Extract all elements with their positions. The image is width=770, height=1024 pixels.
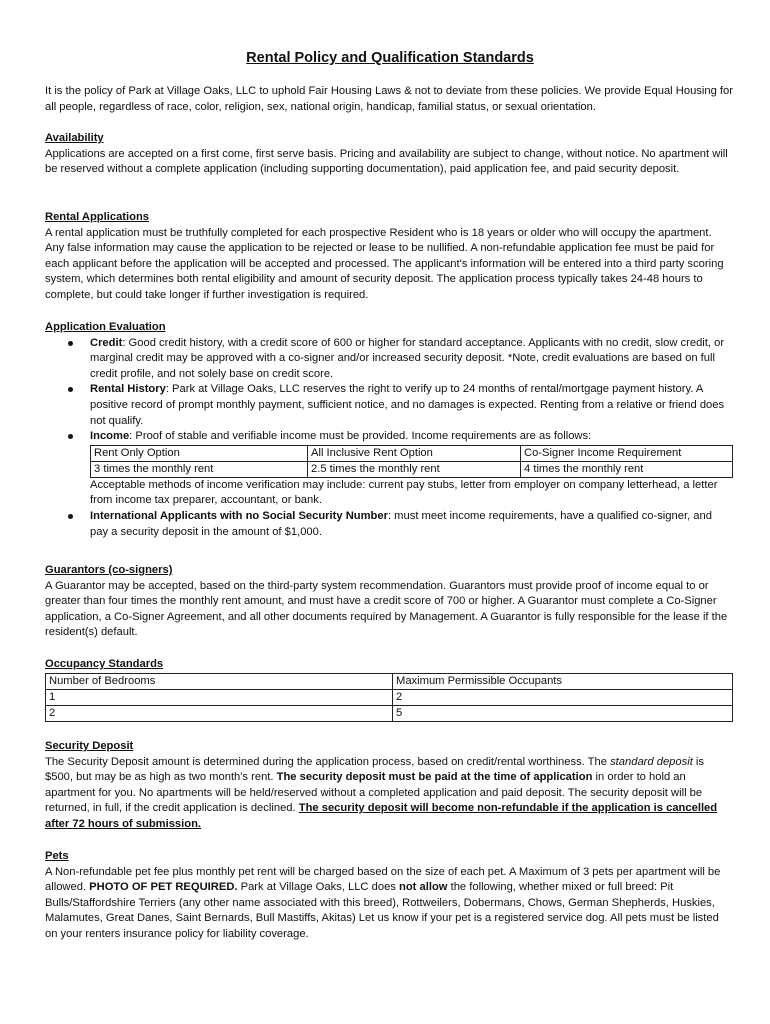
intro-section <box>45 84 733 115</box>
guarantors-text: A Guarantor may be accepted, based on the third-party system recommendation. Guarantors must provide proof of income equal to or greater than four times the monthly rent amount, and must have a credit score of 700 or higher. A Guarantor must complete a Co-Signer application, a Co-Signer Agreement, and all other documents required by Management. A Guarantor is fully responsible for the lease if the resident(s) default. <box>45 579 728 639</box>
occupancy-section <box>45 657 733 722</box>
table-row <box>91 445 733 461</box>
table-row <box>46 705 733 721</box>
application-evaluation-section <box>45 320 733 540</box>
application-evaluation-heading: Application Evaluation <box>45 321 166 333</box>
pets-text <box>45 865 733 943</box>
list-item-international <box>45 509 733 540</box>
security-deposit-heading: Security Deposit <box>45 740 134 752</box>
income-header-co-signer: Co-Signer Income Requirement <box>521 445 733 461</box>
occupancy-cell: 5 <box>393 705 733 721</box>
income-table <box>90 445 733 478</box>
international-text: : must meet income requirements, have a qualified co-signer, and pay a security deposit in the amount of $1,000. <box>90 509 712 538</box>
deposit-text-underline: The security deposit will become non-refundable if the application is cancelled after 72 hours of submission. <box>45 802 718 830</box>
deposit-text-3: is $500, but may be as high as two month's rent. <box>45 755 704 784</box>
availability-heading: Availability <box>45 132 104 144</box>
list-item-income <box>45 429 733 445</box>
intro-text: It is the policy of Park at Village Oaks, LLC to uphold Fair Housing Laws & not to deviate from these policies. We provide Equal Housing for all people, regardless of race, color, religion, sex, national origin, handicap, familial status, or sexual orientation. <box>45 85 733 113</box>
list-item-rental-history <box>45 382 733 429</box>
deposit-text-bold: The security deposit must be paid at the time of application <box>276 771 593 784</box>
deposit-text-italic: standard deposit <box>610 755 693 768</box>
income-text: : Proof of stable and verifiable income must be provided. Income requirements are as follows: <box>129 430 592 443</box>
availability-section <box>45 131 733 178</box>
rental-history-label: Rental History <box>90 383 166 396</box>
rental-applications-section <box>45 210 733 304</box>
evaluation-list <box>45 336 733 445</box>
credit-text: : Good credit history, with a credit score of 600 or higher for standard acceptance. Applicants with no credit, slow credit, or marginal credit may be approved with a co-signer and/or increased security deposit. *Note, credit evaluations are based on full credit profile, and not solely base on credit score. <box>90 336 725 380</box>
table-row <box>46 689 733 705</box>
income-cell-all-inclusive: 2.5 times the monthly rent <box>308 461 521 477</box>
occupancy-cell: 1 <box>46 689 393 705</box>
pets-text-bold-not-allow: not allow <box>399 881 448 894</box>
table-row <box>91 461 733 477</box>
pets-text-5: the following, whether mixed or full breed: Pit Bulls/Staffordshire Terriers (any other name associated with this breed), Rottweilers, Dobermans, Chows, German Shepherds, Huskies, Malamutes, Great Danes, Saint Bernards, Bull Mastiffs, Akitas) Let us know if your pet is a registered service dog. All pets must be listed on your renters insurance policy for liability coverage. <box>45 881 719 940</box>
page-title: Rental Policy and Qualification Standards <box>246 50 534 66</box>
evaluation-list-2 <box>45 509 733 540</box>
income-header-rent-only: Rent Only Option <box>91 445 308 461</box>
credit-label: Credit <box>90 336 123 349</box>
rental-applications-heading: Rental Applications <box>45 211 150 223</box>
list-item-credit <box>45 336 733 383</box>
occupancy-cell: 2 <box>46 705 393 721</box>
security-deposit-text <box>45 755 733 833</box>
pets-section <box>45 849 733 943</box>
occupancy-heading: Occupancy Standards <box>45 658 164 670</box>
guarantors-section <box>45 563 733 641</box>
income-verification-text: Acceptable methods of income verification may include: current pay stubs, letter from employer on company letterhead, a letter from income tax preparer, accountant, or bank. <box>90 478 718 507</box>
guarantors-heading: Guarantors (co-signers) <box>45 564 173 576</box>
income-label: Income <box>90 430 130 443</box>
occupancy-cell: 2 <box>393 689 733 705</box>
deposit-text-5: in order to hold an apartment for you. No apartments will be held/reserved without a completed application and paid deposit. The security deposit will be returned, in full, if the credit application is declined. <box>45 771 703 815</box>
deposit-text-1: The Security Deposit amount is determined during the application process, based on credit/rental worthiness. The <box>45 755 611 768</box>
table-row <box>46 673 733 689</box>
security-deposit-section <box>45 739 733 833</box>
pets-text-3: Park at Village Oaks, LLC does <box>237 881 399 894</box>
international-label: International Applicants with no Social Security Number <box>90 509 388 522</box>
occupancy-header-occupants: Maximum Permissible Occupants <box>393 673 733 689</box>
pets-text-1: A Non-refundable pet fee plus monthly pet rent will be charged based on the size of each pet. A Maximum of 3 pets per apartment will be allowed. <box>45 865 721 894</box>
income-header-all-inclusive: All Inclusive Rent Option <box>308 445 521 461</box>
income-cell-co-signer: 4 times the monthly rent <box>521 461 733 477</box>
availability-text: Applications are accepted on a first come, first serve basis. Pricing and availability are subject to change, without notice. No apartment will be reserved without a complete application (including supporting documentation), paid application fee, and paid security deposit. <box>45 147 728 176</box>
income-cell-rent-only: 3 times the monthly rent <box>91 461 308 477</box>
occupancy-table <box>45 673 733 722</box>
occupancy-header-bedrooms: Number of Bedrooms <box>46 673 393 689</box>
pets-text-bold-photo: PHOTO OF PET REQUIRED. <box>89 881 238 894</box>
rental-history-text: : Park at Village Oaks, LLC reserves the right to verify up to 24 months of rental/mortgage payment history. A positive record of prompt monthly payment, sufficient notice, and no damages is expected. Renting from a relative or friend does not qualify. <box>90 383 725 427</box>
rental-applications-text: A rental application must be truthfully completed for each prospective Resident who is 18 years or older who will occupy the apartment. Any false information may cause the application to be rejected or lease to be nullified. A non-refundable application fee must be paid for each applicant before the application will be accepted and processed. The applicant's information will be entered into a third party scoring system, which determines both rental eligibility and amount of security deposit. The application process typically takes 24-48 hours to complete, but could take longer if further investigation is required. <box>45 226 724 301</box>
pets-heading: Pets <box>45 850 69 862</box>
